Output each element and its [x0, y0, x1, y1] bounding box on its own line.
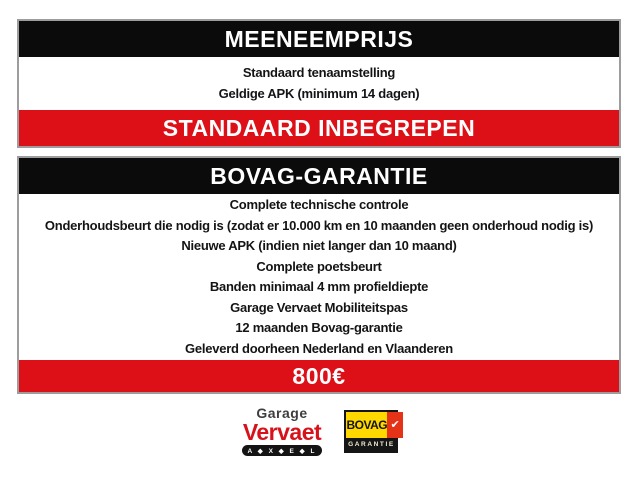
list-item: Nieuwe APK (indien niet langer dan 10 maand): [181, 238, 457, 253]
list-item: Standaard tenaamstelling: [242, 65, 396, 80]
price-banner: 800€: [19, 360, 619, 392]
axel-badge: A ◆ X ◆ E ◆ L: [242, 445, 323, 456]
list-item: Complete technische controle: [229, 197, 409, 212]
checkmark-icon: ✔: [387, 412, 403, 438]
bovag-logo-garantie-text: GARANTIE: [346, 438, 396, 451]
meeneemprijs-header: MEENEEMPRIJS: [19, 21, 619, 57]
bovag-garantie-body: [19, 194, 619, 360]
logo-row: [0, 406, 640, 456]
bovag-garantie-header: BOVAG-GARANTIE: [19, 158, 619, 194]
garage-vervaet-logo: [242, 406, 323, 456]
list-item: Geleverd doorheen Nederland en Vlaanderen: [185, 340, 453, 356]
meeneemprijs-body: [19, 57, 619, 110]
list-item: Geldige APK (minimum 14 dagen): [218, 85, 420, 101]
bovag-logo-wordmark: BOVAG: [346, 412, 387, 438]
list-item: 12 maanden Bovag-garantie: [235, 320, 403, 335]
garage-vervaet-logo-name: Vervaet: [242, 419, 322, 445]
list-item: Onderhoudsbeurt die nodig is (zodat er 10.000 km en 10 maanden geen onderhoud nodig is): [44, 217, 594, 233]
bovag-logo: [344, 410, 398, 453]
standaard-inbegrepen-banner: STANDAARD INBEGREPEN: [19, 110, 619, 146]
list-item: Banden minimaal 4 mm profieldiepte: [209, 279, 429, 294]
bovag-garantie-panel: [17, 156, 621, 394]
bovag-logo-top: [346, 412, 400, 438]
garage-vervaet-logo-top-text: Garage: [256, 405, 308, 421]
list-item: Garage Vervaet Mobiliteitspas: [230, 299, 408, 315]
list-item: Complete poetsbeurt: [256, 258, 382, 274]
meeneemprijs-panel: [17, 19, 621, 148]
